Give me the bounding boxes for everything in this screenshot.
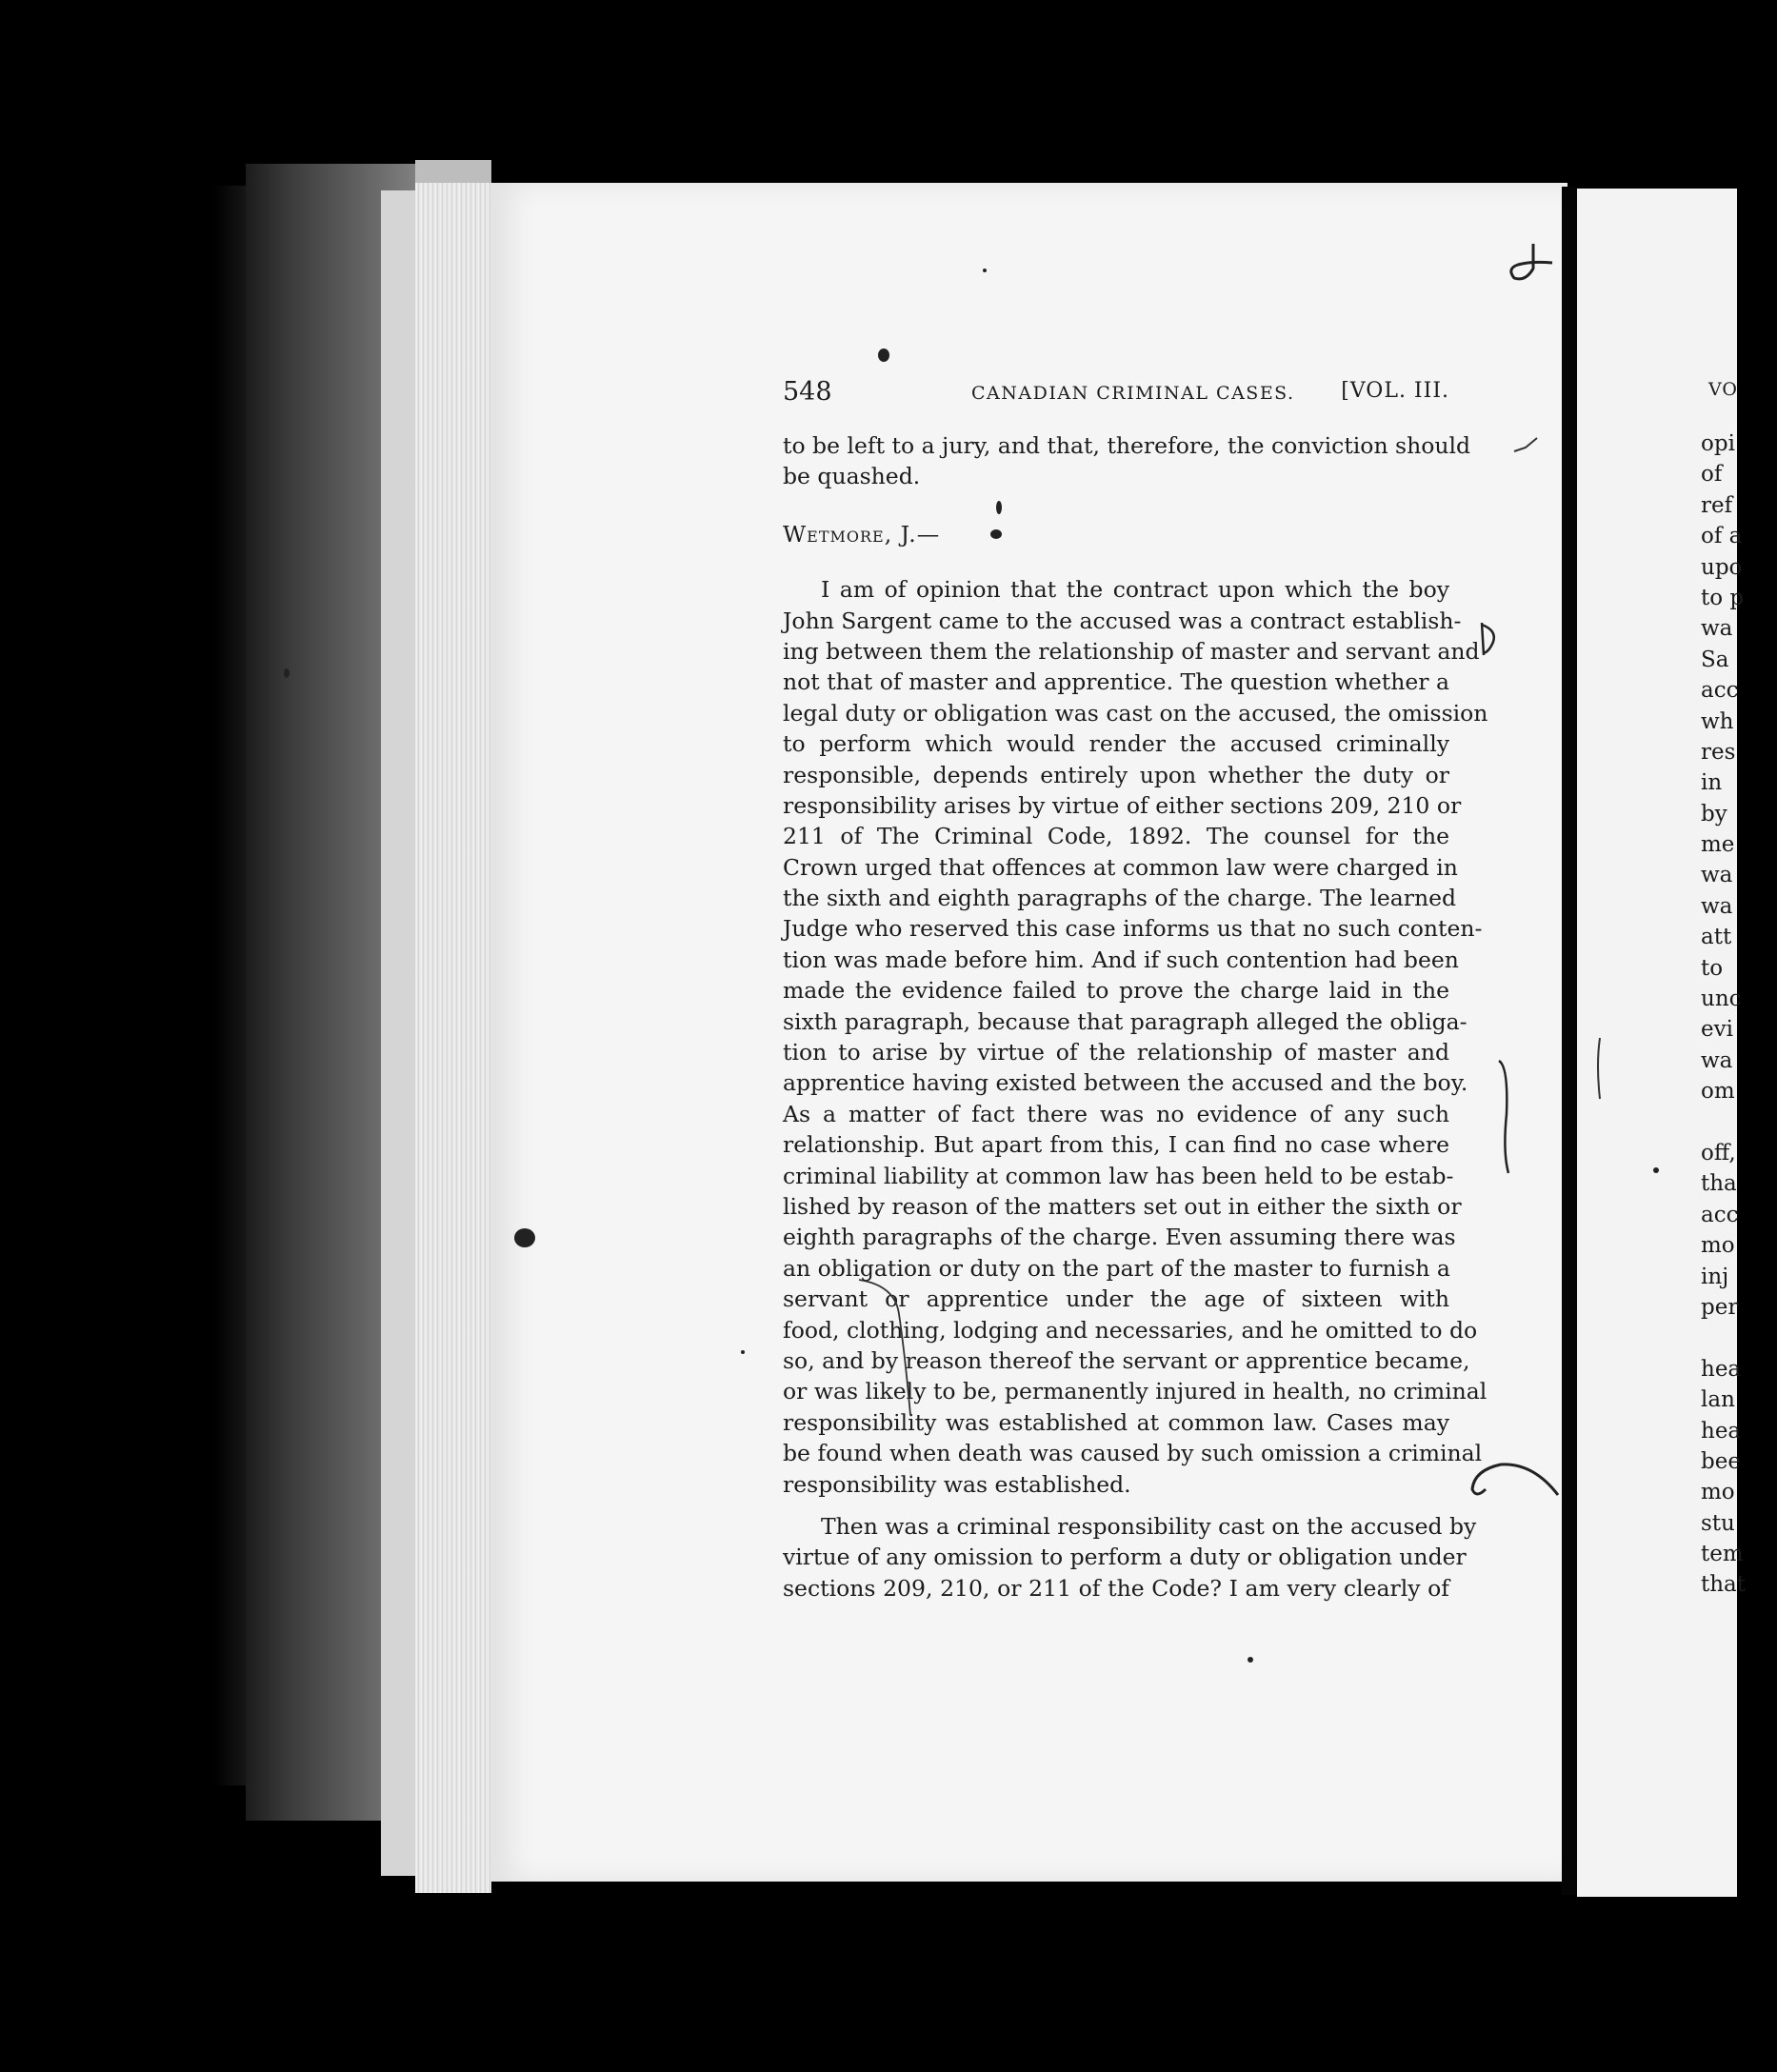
facing-line: stu xyxy=(1701,1510,1735,1536)
facing-line: wa xyxy=(1701,616,1733,642)
text-line: Crown urged that offences at common law were charged in xyxy=(783,853,1458,881)
text-line: the sixth and eighth paragraphs of the charge. The learned xyxy=(783,885,1457,912)
facing-page-text xyxy=(1701,428,1777,1601)
dust-speck xyxy=(983,269,987,272)
text-line: John Sargent came to the accused was a contract establish- xyxy=(783,607,1462,634)
text-underline-stroke-icon xyxy=(857,1276,943,1419)
text-line: so, and by reason thereof the servant or apprentice became, xyxy=(783,1346,1470,1374)
text-line: lished by reason of the matters set out in either the sixth or xyxy=(783,1192,1462,1220)
text-line: criminal liability at common law has been held to be estab- xyxy=(783,1162,1454,1189)
facing-line: hea xyxy=(1701,1356,1742,1382)
page-edges-top xyxy=(415,160,491,183)
page-number: 548 xyxy=(783,377,832,407)
dust-speck xyxy=(1248,1657,1253,1663)
facing-page-head: VO xyxy=(1708,379,1738,400)
text-line: responsibility arises by virtue of either sections 209, 210 or xyxy=(783,791,1462,819)
facing-line: res xyxy=(1701,739,1736,765)
body-text xyxy=(783,430,1488,1604)
facing-line: att xyxy=(1701,925,1732,950)
facing-line: inj xyxy=(1701,1264,1729,1289)
text-line: As a matter of fact there was no evidence of any such xyxy=(783,1100,1449,1127)
page-edges xyxy=(415,160,491,1893)
pencil-mark-top-icon xyxy=(1505,240,1562,297)
text-line: legal duty or obligation was cast on the accused, the omission xyxy=(783,699,1488,727)
text-line: be quashed. xyxy=(783,463,921,490)
dust-speck xyxy=(514,1228,535,1247)
dust-speck xyxy=(1653,1167,1659,1173)
text-line: not that of master and apprentice. The question whether a xyxy=(783,668,1449,696)
text-line: responsibility was established. xyxy=(783,1470,1131,1498)
judge-heading: Wetmore, J.— xyxy=(783,520,941,548)
facing-line: tem xyxy=(1701,1542,1744,1567)
margin-bracket-icon xyxy=(1493,1057,1516,1177)
text-line: tion was made before him. And if such contention had been xyxy=(783,946,1459,973)
margin-curve-icon xyxy=(1467,1461,1562,1518)
facing-line: wa xyxy=(1701,1047,1733,1073)
text-line: or was likely to be, permanently injured in health, no criminal xyxy=(783,1378,1487,1405)
facing-line: wa xyxy=(1701,893,1733,919)
facing-line: per xyxy=(1701,1294,1739,1320)
dust-speck xyxy=(284,668,290,678)
facing-line: opi xyxy=(1701,431,1735,456)
facing-line: evi xyxy=(1701,1017,1733,1043)
text-line: an obligation or duty on the part of the master to furnish a xyxy=(783,1254,1450,1282)
facing-line: that xyxy=(1701,1572,1747,1598)
text-line: sixth paragraph, because that paragraph alleged the obliga- xyxy=(783,1007,1468,1035)
text-line: Then was a criminal responsibility cast on the accused by xyxy=(821,1512,1477,1540)
text-line: 211 of The Criminal Code, 1892. The counsel for the xyxy=(783,823,1449,850)
facing-line: om xyxy=(1701,1079,1735,1105)
facing-line: me xyxy=(1701,832,1735,858)
facing-line: to p xyxy=(1701,585,1745,610)
dust-speck xyxy=(878,349,889,362)
facing-line: acc xyxy=(1701,678,1739,704)
journal-title: CANADIAN CRIMINAL CASES. xyxy=(971,383,1295,404)
running-head xyxy=(783,377,1449,415)
text-line: be found when death was caused by such omission a criminal xyxy=(783,1440,1483,1467)
facing-line: Sa xyxy=(1701,647,1729,672)
gutter xyxy=(1562,187,1577,1895)
facing-line: upo xyxy=(1701,554,1743,580)
facing-line: off, xyxy=(1701,1140,1736,1166)
page-edge-strip xyxy=(381,190,419,1876)
text-line: food, clothing, lodging and necessaries, and he omitted to do xyxy=(783,1316,1478,1344)
dust-speck xyxy=(990,529,1002,539)
text-line: responsible, depends entirely upon whether the duty or xyxy=(783,761,1449,788)
text-line: Judge who reserved this case informs us that no such conten- xyxy=(783,915,1483,943)
text-line: I am of opinion that the contract upon which the boy xyxy=(821,576,1449,604)
facing-line: bee xyxy=(1701,1448,1741,1474)
facing-line: of a xyxy=(1701,524,1743,549)
text-line: to perform which would render the accused criminally xyxy=(783,730,1449,758)
facing-line: mo xyxy=(1701,1233,1735,1259)
facing-line: in xyxy=(1701,770,1723,796)
facing-line: acc xyxy=(1701,1202,1739,1227)
text-line: ing between them the relationship of master and servant and xyxy=(783,637,1480,665)
text-line: relationship. But apart from this, I can find no case where xyxy=(783,1131,1449,1159)
text-line: responsibility was established at common law. Cases may xyxy=(783,1408,1449,1436)
facing-line: of xyxy=(1701,462,1723,488)
pencil-mark-d-icon xyxy=(1476,621,1499,659)
margin-bracket-right-icon xyxy=(1594,1036,1606,1103)
facing-line: unc xyxy=(1701,986,1742,1012)
facing-line: by xyxy=(1701,801,1727,827)
dust-speck xyxy=(741,1350,745,1354)
facing-line: hea xyxy=(1701,1418,1742,1444)
text-line: apprentice having existed between the accused and the boy. xyxy=(783,1069,1468,1097)
facing-line: to xyxy=(1701,955,1724,981)
facing-line: lan xyxy=(1701,1387,1735,1413)
text-line: servant or apprentice under the age of sixteen with xyxy=(783,1285,1449,1313)
facing-line: tha xyxy=(1701,1171,1737,1197)
facing-line: wa xyxy=(1701,863,1733,888)
text-line: sections 209, 210, or 211 of the Code? I am very clearly of xyxy=(783,1574,1449,1602)
facing-line: mo xyxy=(1701,1480,1735,1505)
dust-speck xyxy=(996,501,1002,514)
text-line: to be left to a jury, and that, therefore, the conviction should xyxy=(783,432,1471,459)
text-line: eighth paragraphs of the charge. Even assuming there was xyxy=(783,1224,1456,1251)
facing-line: ref xyxy=(1701,492,1733,518)
text-line: tion to arise by virtue of the relationship of master and xyxy=(783,1039,1449,1066)
facing-line: wh xyxy=(1701,708,1734,734)
check-mark-icon xyxy=(1512,436,1539,455)
text-line: virtue of any omission to perform a duty or obligation under xyxy=(783,1544,1467,1571)
text-line: made the evidence failed to prove the charge laid in the xyxy=(783,977,1449,1005)
volume-label: [VOL. III. xyxy=(1341,379,1449,403)
